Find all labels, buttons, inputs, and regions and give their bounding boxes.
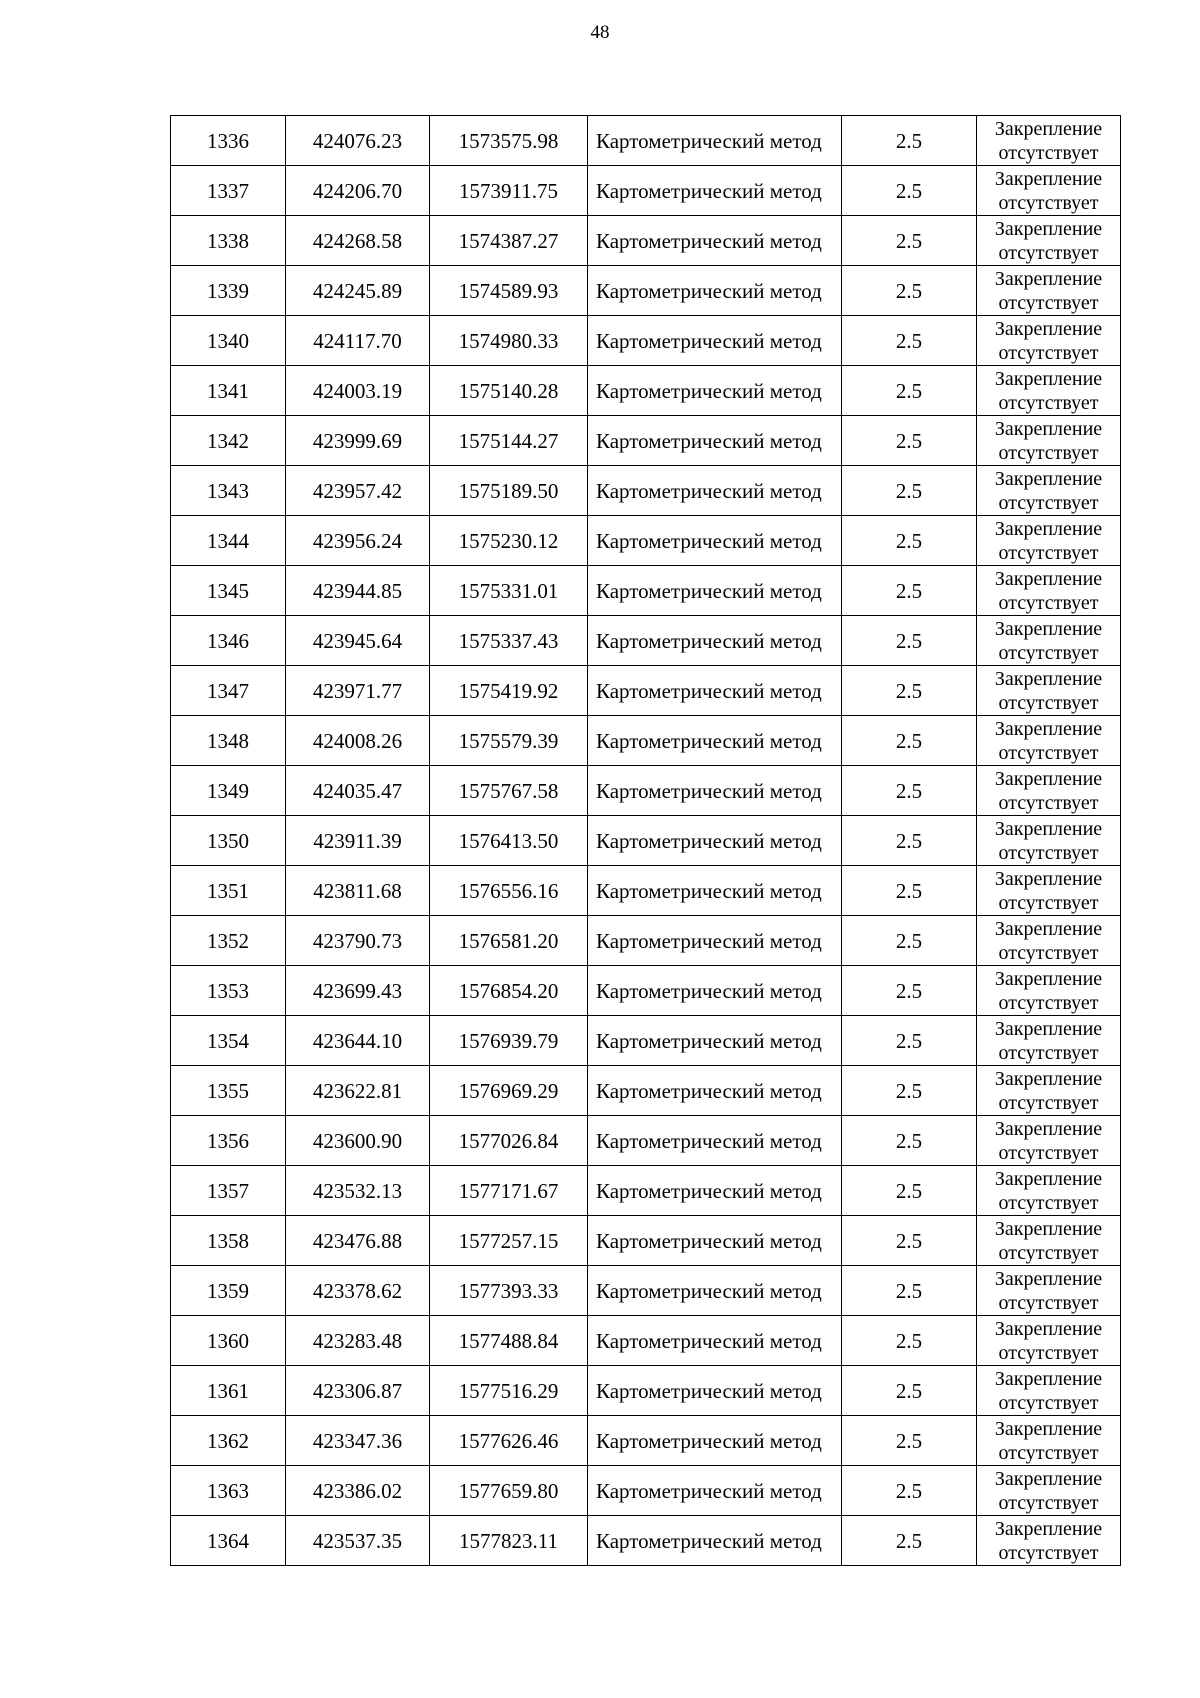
accuracy-cell: 2.5 bbox=[842, 566, 977, 616]
accuracy-cell: 2.5 bbox=[842, 1166, 977, 1216]
point-number-cell: 1337 bbox=[171, 166, 286, 216]
table-row bbox=[171, 1116, 1121, 1166]
fixation-cell: Закрепление отсутствует bbox=[977, 316, 1121, 366]
point-number-cell: 1351 bbox=[171, 866, 286, 916]
table-row bbox=[171, 116, 1121, 166]
point-number-cell: 1354 bbox=[171, 1016, 286, 1066]
method-cell: Картометрический метод bbox=[588, 1466, 842, 1516]
point-number-cell: 1342 bbox=[171, 416, 286, 466]
method-cell: Картометрический метод bbox=[588, 566, 842, 616]
y-coordinate-cell: 1577659.80 bbox=[430, 1466, 588, 1516]
fixation-cell: Закрепление отсутствует bbox=[977, 366, 1121, 416]
point-number-cell: 1355 bbox=[171, 1066, 286, 1116]
accuracy-cell: 2.5 bbox=[842, 766, 977, 816]
y-coordinate-cell: 1577393.33 bbox=[430, 1266, 588, 1316]
point-number-cell: 1336 bbox=[171, 116, 286, 166]
point-number-cell: 1357 bbox=[171, 1166, 286, 1216]
y-coordinate-cell: 1576969.29 bbox=[430, 1066, 588, 1116]
accuracy-cell: 2.5 bbox=[842, 1116, 977, 1166]
fixation-cell: Закрепление отсутствует bbox=[977, 966, 1121, 1016]
method-cell: Картометрический метод bbox=[588, 716, 842, 766]
table-row bbox=[171, 316, 1121, 366]
table-row bbox=[171, 766, 1121, 816]
y-coordinate-cell: 1577257.15 bbox=[430, 1216, 588, 1266]
fixation-cell: Закрепление отсутствует bbox=[977, 1416, 1121, 1466]
accuracy-cell: 2.5 bbox=[842, 916, 977, 966]
x-coordinate-cell: 424076.23 bbox=[286, 116, 430, 166]
y-coordinate-cell: 1576413.50 bbox=[430, 816, 588, 866]
accuracy-cell: 2.5 bbox=[842, 1416, 977, 1466]
point-number-cell: 1349 bbox=[171, 766, 286, 816]
method-cell: Картометрический метод bbox=[588, 1416, 842, 1466]
method-cell: Картометрический метод bbox=[588, 766, 842, 816]
y-coordinate-cell: 1574387.27 bbox=[430, 216, 588, 266]
table-row bbox=[171, 266, 1121, 316]
fixation-cell: Закрепление отсутствует bbox=[977, 1016, 1121, 1066]
x-coordinate-cell: 424117.70 bbox=[286, 316, 430, 366]
fixation-cell: Закрепление отсутствует bbox=[977, 1116, 1121, 1166]
table-row bbox=[171, 416, 1121, 466]
fixation-cell: Закрепление отсутствует bbox=[977, 616, 1121, 666]
point-number-cell: 1345 bbox=[171, 566, 286, 616]
y-coordinate-cell: 1575189.50 bbox=[430, 466, 588, 516]
point-number-cell: 1341 bbox=[171, 366, 286, 416]
table-row bbox=[171, 916, 1121, 966]
fixation-cell: Закрепление отсутствует bbox=[977, 166, 1121, 216]
accuracy-cell: 2.5 bbox=[842, 116, 977, 166]
table-row bbox=[171, 566, 1121, 616]
method-cell: Картометрический метод bbox=[588, 1266, 842, 1316]
point-number-cell: 1362 bbox=[171, 1416, 286, 1466]
y-coordinate-cell: 1574980.33 bbox=[430, 316, 588, 366]
point-number-cell: 1356 bbox=[171, 1116, 286, 1166]
point-number-cell: 1339 bbox=[171, 266, 286, 316]
method-cell: Картометрический метод bbox=[588, 316, 842, 366]
point-number-cell: 1343 bbox=[171, 466, 286, 516]
x-coordinate-cell: 423944.85 bbox=[286, 566, 430, 616]
accuracy-cell: 2.5 bbox=[842, 1266, 977, 1316]
method-cell: Картометрический метод bbox=[588, 1216, 842, 1266]
x-coordinate-cell: 423386.02 bbox=[286, 1466, 430, 1516]
x-coordinate-cell: 424206.70 bbox=[286, 166, 430, 216]
method-cell: Картометрический метод bbox=[588, 1016, 842, 1066]
y-coordinate-cell: 1577626.46 bbox=[430, 1416, 588, 1466]
y-coordinate-cell: 1573575.98 bbox=[430, 116, 588, 166]
accuracy-cell: 2.5 bbox=[842, 516, 977, 566]
accuracy-cell: 2.5 bbox=[842, 866, 977, 916]
table-row bbox=[171, 1216, 1121, 1266]
fixation-cell: Закрепление отсутствует bbox=[977, 866, 1121, 916]
y-coordinate-cell: 1576939.79 bbox=[430, 1016, 588, 1066]
fixation-cell: Закрепление отсутствует bbox=[977, 1316, 1121, 1366]
x-coordinate-cell: 423283.48 bbox=[286, 1316, 430, 1366]
y-coordinate-cell: 1575140.28 bbox=[430, 366, 588, 416]
method-cell: Картометрический метод bbox=[588, 466, 842, 516]
fixation-cell: Закрепление отсутствует bbox=[977, 1366, 1121, 1416]
accuracy-cell: 2.5 bbox=[842, 816, 977, 866]
table-row bbox=[171, 966, 1121, 1016]
table-row bbox=[171, 216, 1121, 266]
y-coordinate-cell: 1573911.75 bbox=[430, 166, 588, 216]
y-coordinate-cell: 1577823.11 bbox=[430, 1516, 588, 1566]
fixation-cell: Закрепление отсутствует bbox=[977, 266, 1121, 316]
y-coordinate-cell: 1577026.84 bbox=[430, 1116, 588, 1166]
accuracy-cell: 2.5 bbox=[842, 266, 977, 316]
point-number-cell: 1348 bbox=[171, 716, 286, 766]
accuracy-cell: 2.5 bbox=[842, 616, 977, 666]
accuracy-cell: 2.5 bbox=[842, 1066, 977, 1116]
accuracy-cell: 2.5 bbox=[842, 466, 977, 516]
method-cell: Картометрический метод bbox=[588, 366, 842, 416]
table-row bbox=[171, 1466, 1121, 1516]
coordinates-table-body bbox=[171, 116, 1121, 1566]
method-cell: Картометрический метод bbox=[588, 1366, 842, 1416]
accuracy-cell: 2.5 bbox=[842, 1016, 977, 1066]
x-coordinate-cell: 423699.43 bbox=[286, 966, 430, 1016]
method-cell: Картометрический метод bbox=[588, 1516, 842, 1566]
y-coordinate-cell: 1575419.92 bbox=[430, 666, 588, 716]
x-coordinate-cell: 424268.58 bbox=[286, 216, 430, 266]
point-number-cell: 1352 bbox=[171, 916, 286, 966]
x-coordinate-cell: 424008.26 bbox=[286, 716, 430, 766]
point-number-cell: 1360 bbox=[171, 1316, 286, 1366]
table-row bbox=[171, 1416, 1121, 1466]
fixation-cell: Закрепление отсутствует bbox=[977, 566, 1121, 616]
table-row bbox=[171, 466, 1121, 516]
method-cell: Картометрический метод bbox=[588, 816, 842, 866]
table-row bbox=[171, 716, 1121, 766]
x-coordinate-cell: 423600.90 bbox=[286, 1116, 430, 1166]
table-row bbox=[171, 1316, 1121, 1366]
table-row bbox=[171, 666, 1121, 716]
x-coordinate-cell: 423911.39 bbox=[286, 816, 430, 866]
point-number-cell: 1338 bbox=[171, 216, 286, 266]
accuracy-cell: 2.5 bbox=[842, 316, 977, 366]
point-number-cell: 1346 bbox=[171, 616, 286, 666]
table-row bbox=[171, 1366, 1121, 1416]
x-coordinate-cell: 423811.68 bbox=[286, 866, 430, 916]
point-number-cell: 1361 bbox=[171, 1366, 286, 1416]
method-cell: Картометрический метод bbox=[588, 616, 842, 666]
method-cell: Картометрический метод bbox=[588, 216, 842, 266]
fixation-cell: Закрепление отсутствует bbox=[977, 666, 1121, 716]
method-cell: Картометрический метод bbox=[588, 1166, 842, 1216]
y-coordinate-cell: 1575331.01 bbox=[430, 566, 588, 616]
y-coordinate-cell: 1575767.58 bbox=[430, 766, 588, 816]
accuracy-cell: 2.5 bbox=[842, 666, 977, 716]
fixation-cell: Закрепление отсутствует bbox=[977, 116, 1121, 166]
y-coordinate-cell: 1577171.67 bbox=[430, 1166, 588, 1216]
x-coordinate-cell: 423644.10 bbox=[286, 1016, 430, 1066]
table-row bbox=[171, 616, 1121, 666]
point-number-cell: 1347 bbox=[171, 666, 286, 716]
y-coordinate-cell: 1575579.39 bbox=[430, 716, 588, 766]
accuracy-cell: 2.5 bbox=[842, 1366, 977, 1416]
accuracy-cell: 2.5 bbox=[842, 1466, 977, 1516]
accuracy-cell: 2.5 bbox=[842, 1216, 977, 1266]
x-coordinate-cell: 423999.69 bbox=[286, 416, 430, 466]
table-row bbox=[171, 1016, 1121, 1066]
method-cell: Картометрический метод bbox=[588, 916, 842, 966]
table-row bbox=[171, 866, 1121, 916]
method-cell: Картометрический метод bbox=[588, 966, 842, 1016]
x-coordinate-cell: 424003.19 bbox=[286, 366, 430, 416]
fixation-cell: Закрепление отсутствует bbox=[977, 1216, 1121, 1266]
y-coordinate-cell: 1576854.20 bbox=[430, 966, 588, 1016]
x-coordinate-cell: 423306.87 bbox=[286, 1366, 430, 1416]
table-row bbox=[171, 1266, 1121, 1316]
x-coordinate-cell: 423378.62 bbox=[286, 1266, 430, 1316]
accuracy-cell: 2.5 bbox=[842, 966, 977, 1016]
y-coordinate-cell: 1575337.43 bbox=[430, 616, 588, 666]
x-coordinate-cell: 423347.36 bbox=[286, 1416, 430, 1466]
method-cell: Картометрический метод bbox=[588, 1316, 842, 1366]
point-number-cell: 1340 bbox=[171, 316, 286, 366]
accuracy-cell: 2.5 bbox=[842, 166, 977, 216]
point-number-cell: 1350 bbox=[171, 816, 286, 866]
point-number-cell: 1344 bbox=[171, 516, 286, 566]
y-coordinate-cell: 1577516.29 bbox=[430, 1366, 588, 1416]
method-cell: Картометрический метод bbox=[588, 866, 842, 916]
method-cell: Картометрический метод bbox=[588, 1066, 842, 1116]
x-coordinate-cell: 423622.81 bbox=[286, 1066, 430, 1116]
fixation-cell: Закрепление отсутствует bbox=[977, 766, 1121, 816]
accuracy-cell: 2.5 bbox=[842, 416, 977, 466]
method-cell: Картометрический метод bbox=[588, 166, 842, 216]
fixation-cell: Закрепление отсутствует bbox=[977, 716, 1121, 766]
coordinates-table bbox=[170, 115, 1121, 1566]
point-number-cell: 1364 bbox=[171, 1516, 286, 1566]
fixation-cell: Закрепление отсутствует bbox=[977, 1466, 1121, 1516]
fixation-cell: Закрепление отсутствует bbox=[977, 1166, 1121, 1216]
table-row bbox=[171, 816, 1121, 866]
y-coordinate-cell: 1574589.93 bbox=[430, 266, 588, 316]
method-cell: Картометрический метод bbox=[588, 416, 842, 466]
table-row bbox=[171, 1166, 1121, 1216]
x-coordinate-cell: 423476.88 bbox=[286, 1216, 430, 1266]
accuracy-cell: 2.5 bbox=[842, 716, 977, 766]
method-cell: Картометрический метод bbox=[588, 666, 842, 716]
x-coordinate-cell: 423957.42 bbox=[286, 466, 430, 516]
accuracy-cell: 2.5 bbox=[842, 1516, 977, 1566]
fixation-cell: Закрепление отсутствует bbox=[977, 816, 1121, 866]
fixation-cell: Закрепление отсутствует bbox=[977, 416, 1121, 466]
y-coordinate-cell: 1577488.84 bbox=[430, 1316, 588, 1366]
accuracy-cell: 2.5 bbox=[842, 216, 977, 266]
fixation-cell: Закрепление отсутствует bbox=[977, 1066, 1121, 1116]
x-coordinate-cell: 423945.64 bbox=[286, 616, 430, 666]
method-cell: Картометрический метод bbox=[588, 266, 842, 316]
point-number-cell: 1353 bbox=[171, 966, 286, 1016]
y-coordinate-cell: 1575144.27 bbox=[430, 416, 588, 466]
fixation-cell: Закрепление отсутствует bbox=[977, 216, 1121, 266]
x-coordinate-cell: 423532.13 bbox=[286, 1166, 430, 1216]
page-number: 48 bbox=[590, 22, 610, 43]
table-row bbox=[171, 1516, 1121, 1566]
fixation-cell: Закрепление отсутствует bbox=[977, 516, 1121, 566]
point-number-cell: 1358 bbox=[171, 1216, 286, 1266]
y-coordinate-cell: 1575230.12 bbox=[430, 516, 588, 566]
fixation-cell: Закрепление отсутствует bbox=[977, 1516, 1121, 1566]
point-number-cell: 1363 bbox=[171, 1466, 286, 1516]
x-coordinate-cell: 423790.73 bbox=[286, 916, 430, 966]
y-coordinate-cell: 1576581.20 bbox=[430, 916, 588, 966]
method-cell: Картометрический метод bbox=[588, 516, 842, 566]
fixation-cell: Закрепление отсутствует bbox=[977, 1266, 1121, 1316]
table-row bbox=[171, 366, 1121, 416]
y-coordinate-cell: 1576556.16 bbox=[430, 866, 588, 916]
accuracy-cell: 2.5 bbox=[842, 1316, 977, 1366]
fixation-cell: Закрепление отсутствует bbox=[977, 916, 1121, 966]
table-row bbox=[171, 166, 1121, 216]
method-cell: Картометрический метод bbox=[588, 116, 842, 166]
x-coordinate-cell: 424035.47 bbox=[286, 766, 430, 816]
x-coordinate-cell: 423537.35 bbox=[286, 1516, 430, 1566]
accuracy-cell: 2.5 bbox=[842, 366, 977, 416]
point-number-cell: 1359 bbox=[171, 1266, 286, 1316]
x-coordinate-cell: 424245.89 bbox=[286, 266, 430, 316]
table-row bbox=[171, 1066, 1121, 1116]
x-coordinate-cell: 423971.77 bbox=[286, 666, 430, 716]
x-coordinate-cell: 423956.24 bbox=[286, 516, 430, 566]
table-row bbox=[171, 516, 1121, 566]
fixation-cell: Закрепление отсутствует bbox=[977, 466, 1121, 516]
method-cell: Картометрический метод bbox=[588, 1116, 842, 1166]
